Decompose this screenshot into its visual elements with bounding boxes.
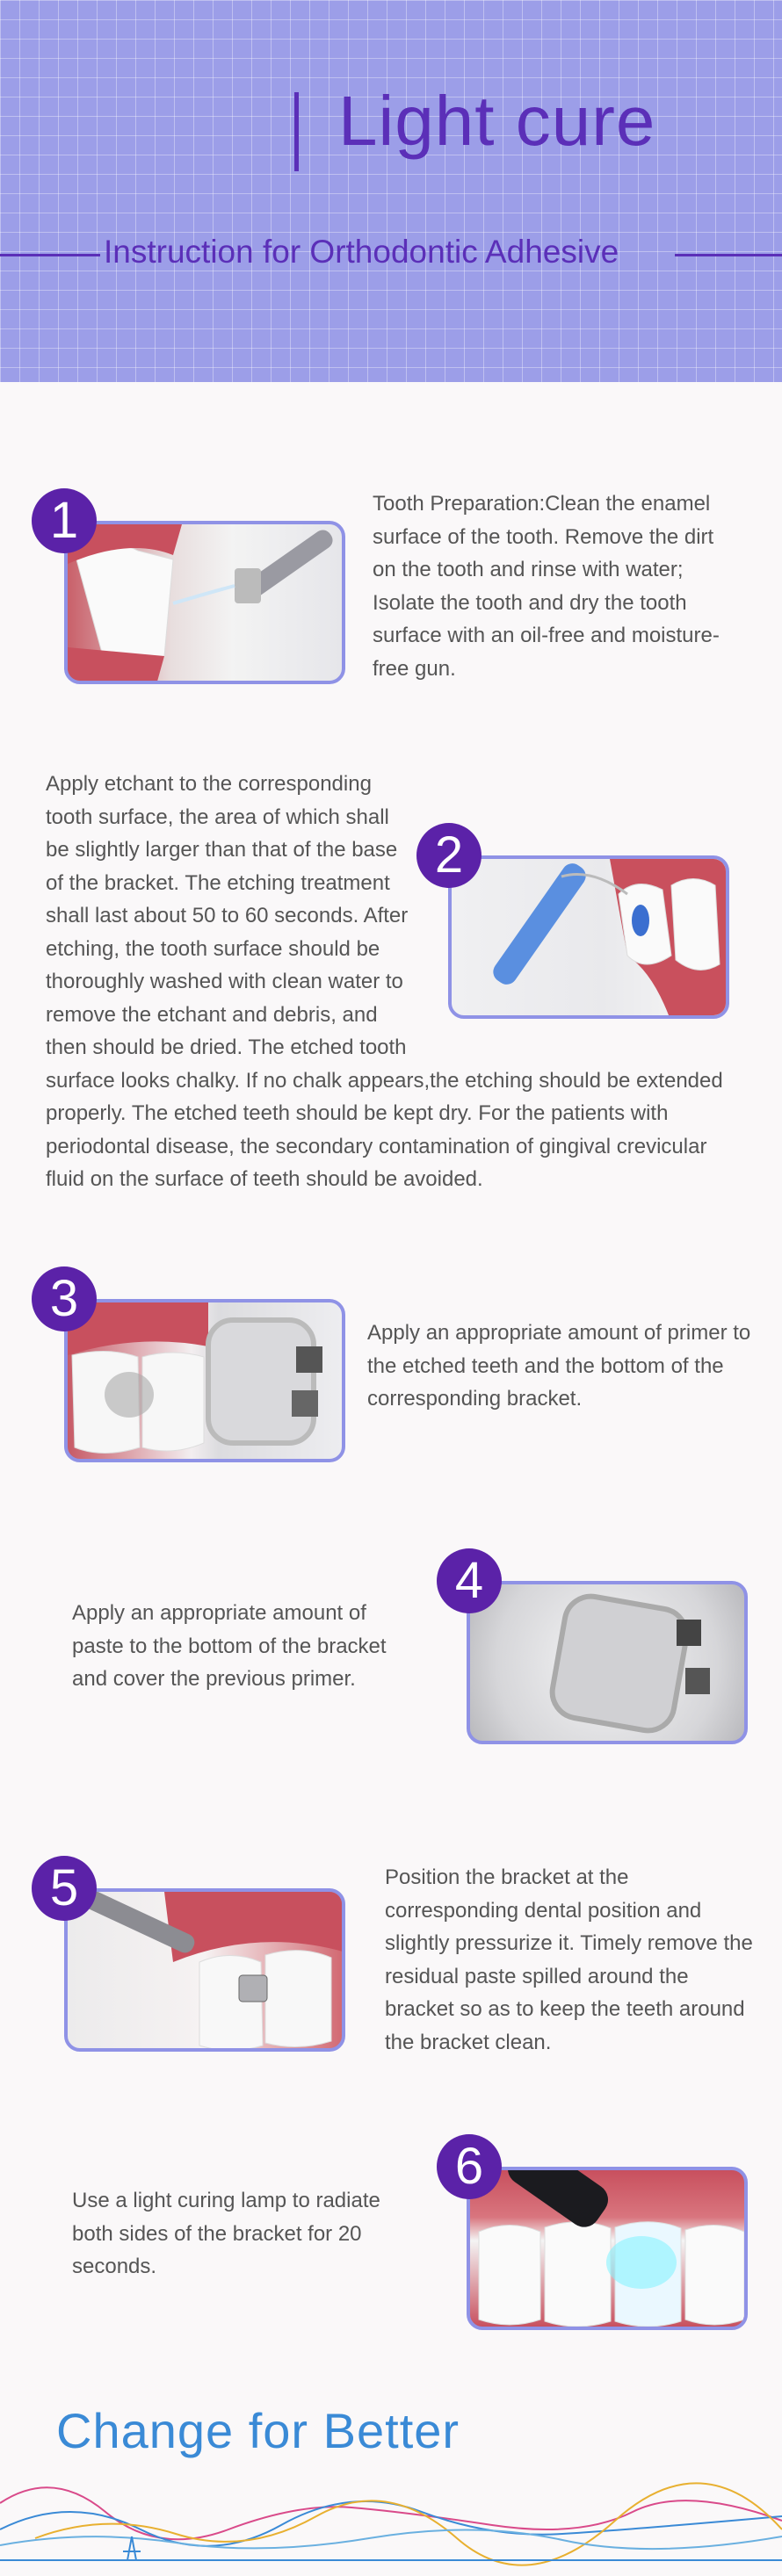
tooth-rinse-illustration — [68, 524, 345, 684]
light-curing-illustration — [470, 2170, 748, 2330]
decorative-waves — [0, 2477, 782, 2576]
footer-slogan: Change for Better — [56, 2403, 460, 2458]
page-subtitle: Instruction for Orthodontic Adhesive — [104, 234, 619, 270]
step-5-badge: 5 — [32, 1856, 97, 1921]
step-2-line: be slightly larger than that of the base — [46, 838, 398, 862]
primer-bracket-illustration — [68, 1302, 345, 1462]
subtitle-rule-right — [675, 254, 782, 256]
header-banner — [0, 0, 782, 382]
step-2-line: thoroughly washed with clean water to — [46, 970, 403, 993]
step-2-badge: 2 — [416, 823, 482, 888]
step-1-text: Tooth Preparation:Clean the enamel surface of the tooth. Remove the dirt on the tooth and rinse with water; Isolate the tooth and dry the tooth surface with an oil-free and moisture-free gun. — [373, 492, 720, 681]
step-2-line: of the bracket. The etching treatment — [46, 870, 390, 895]
step-3-image — [64, 1299, 345, 1462]
step-4-badge: 4 — [437, 1548, 502, 1613]
step-2-line: etching, the tooth surface should be — [46, 936, 380, 961]
step-2-line: shall last about 50 to 60 seconds. After — [46, 904, 409, 927]
subtitle-rule-left — [0, 254, 100, 256]
step-6-image — [467, 2167, 748, 2330]
step-6-badge: 6 — [437, 2134, 502, 2199]
step-1-badge: 1 — [32, 488, 97, 553]
step-2-line: periodontal disease, the secondary contamination of gingival crevicular — [46, 1134, 707, 1158]
step-2-line: tooth surface, the area of which shall — [46, 805, 389, 829]
step-5-image — [64, 1888, 345, 2052]
page-title: Light cure — [338, 82, 656, 160]
step-3-text: Apply an appropriate amount of primer to the etched teeth and the bottom of the corresponding bracket. — [367, 1321, 751, 1411]
step-4-image — [467, 1581, 748, 1744]
step-2-line: remove the etchant and debris, and — [46, 1002, 378, 1027]
step-2-line: then should be dried. The etched tooth — [46, 1035, 407, 1059]
step-4-text: Apply an appropriate amount of paste to the bottom of the bracket and cover the previous primer. — [72, 1601, 387, 1691]
step-2-line: fluid on the surface of teeth should be avoided. — [46, 1167, 483, 1191]
step-2-image — [448, 855, 729, 1019]
step-2-line: properly. The etched teeth should be kept dry. For the patients with — [46, 1101, 669, 1125]
etchant-syringe-illustration — [452, 859, 729, 1019]
step-6-text: Use a light curing lamp to radiate both sides of the bracket for 20 seconds. — [72, 2189, 380, 2278]
step-2-line: Apply etchant to the corresponding — [46, 772, 372, 796]
step-1-image — [64, 521, 345, 684]
step-3-badge: 3 — [32, 1266, 97, 1331]
step-2-line: surface looks chalky. If no chalk appears,the etching should be extended — [46, 1068, 723, 1093]
paste-bracket-illustration — [470, 1584, 748, 1744]
bracket-positioning-illustration — [68, 1892, 345, 2052]
title-divider-bar — [294, 92, 299, 171]
step-5-text: Position the bracket at the corresponding dental position and slightly pressurize it. Timely remove the residual paste spilled around the bracket so as to keep the teeth around the bracket clean. — [385, 1865, 753, 2054]
